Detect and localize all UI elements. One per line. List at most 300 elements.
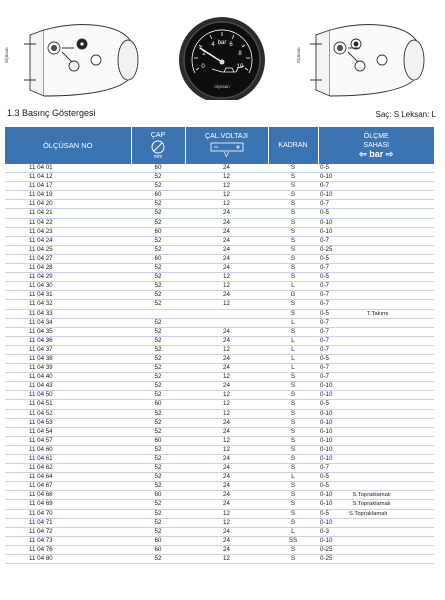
range-value: 0-7 [320, 300, 329, 308]
cap-cell: 52 [131, 518, 185, 527]
row-note: S.Topraklamalı [352, 501, 391, 508]
col-header-cap: ÇAP mm [131, 127, 185, 164]
table-row [5, 545, 434, 554]
cap-cell: 52 [131, 455, 185, 464]
olcusan-no-cell: 11 04 01 [5, 164, 131, 173]
range-cell [318, 318, 434, 327]
kadran-cell: S [268, 191, 318, 200]
table-row [5, 500, 434, 509]
range-value: 0-7 [320, 318, 329, 326]
olcusan-no-cell: 11 04 76 [5, 545, 131, 554]
olcusan-no-cell: 11 04 68 [5, 491, 131, 500]
voltage-cell: 24 [185, 218, 268, 227]
table-row [5, 254, 434, 263]
table-row [5, 373, 434, 382]
table-row [5, 273, 434, 282]
olcusan-no-cell: 11 04 20 [5, 200, 131, 209]
cap-cell: 52 [131, 354, 185, 363]
table-row [5, 473, 434, 482]
cap-cell: 60 [131, 400, 185, 409]
olcusan-no-cell: 11 04 71 [5, 518, 131, 527]
voltage-cell: 12 [185, 518, 268, 527]
range-cell [318, 336, 434, 345]
cap-cell: 60 [131, 436, 185, 445]
voltage-cell: 12 [185, 555, 268, 564]
range-cell [318, 254, 434, 263]
table-row [5, 200, 434, 209]
olcusan-no-cell: 11 04 36 [5, 336, 131, 345]
olcusan-no-cell: 11 04 67 [5, 482, 131, 491]
voltage-cell: 12 [185, 373, 268, 382]
table-row [5, 218, 434, 227]
cap-cell: 52 [131, 209, 185, 218]
voltage-cell: 24 [185, 545, 268, 554]
kadran-cell: S [268, 327, 318, 336]
voltage-cell: 12 [185, 509, 268, 518]
gauge-scale-0: 0 [201, 64, 205, 70]
kadran-cell: S [268, 545, 318, 554]
voltage-cell [185, 309, 268, 318]
range-cell [318, 536, 434, 545]
olcusan-no-cell: 11 04 33 [5, 309, 131, 318]
range-cell [318, 491, 434, 500]
table-row [5, 445, 434, 454]
kadran-cell: S [268, 555, 318, 564]
cap-cell: 60 [131, 191, 185, 200]
olcusan-no-cell: 11 04 24 [5, 236, 131, 245]
voltage-cell: 24 [185, 364, 268, 373]
table-row [5, 482, 434, 491]
cap-cell: 52 [131, 364, 185, 373]
range-value: 0-5 [320, 482, 329, 490]
range-value: 0-5 [320, 509, 329, 517]
olcusan-no-cell: 11 04 64 [5, 473, 131, 482]
range-value: 0-5 [320, 354, 329, 362]
olcusan-no-cell: 11 04 70 [5, 509, 131, 518]
olcusan-no-cell: 11 04 52 [5, 409, 131, 418]
range-value: 0-10 [320, 227, 333, 235]
range-cell [318, 300, 434, 309]
cap-cell: 60 [131, 536, 185, 545]
range-value: 0-10 [320, 436, 333, 444]
table-row [5, 427, 434, 436]
gauge-side-view-right [310, 25, 424, 96]
voltage-cell: 24 [185, 327, 268, 336]
olcusan-no-cell: 11 04 38 [5, 354, 131, 363]
cap-cell: 52 [131, 291, 185, 300]
range-cell [318, 182, 434, 191]
gauge-scale-8: 8 [238, 51, 242, 57]
kadran-cell: S [268, 491, 318, 500]
table-header-row [5, 127, 434, 164]
range-value: 0-10 [320, 536, 333, 544]
cap-cell: 52 [131, 318, 185, 327]
olcusan-no-cell: 11 04 50 [5, 391, 131, 400]
range-value: 0-7 [320, 200, 329, 208]
olcusan-no-cell: 11 04 29 [5, 273, 131, 282]
cap-cell: 52 [131, 300, 185, 309]
range-value: 0-10 [320, 409, 333, 417]
range-value: 0-7 [320, 236, 329, 244]
range-value: 0-25 [320, 555, 333, 563]
table-row [5, 309, 434, 318]
voltage-cell: 24 [185, 245, 268, 254]
range-value: 0-3 [320, 527, 329, 535]
kadran-cell: S [268, 245, 318, 254]
voltage-cell: 24 [185, 427, 268, 436]
table-row [5, 418, 434, 427]
kadran-cell: S [268, 427, 318, 436]
cap-cell: 52 [131, 200, 185, 209]
olcusan-no-cell: 11 04 12 [5, 173, 131, 182]
table-row [5, 555, 434, 564]
range-value: 0-7 [320, 364, 329, 372]
voltage-cell: 24 [185, 500, 268, 509]
kadran-cell: S [268, 409, 318, 418]
range-value: 0-10 [320, 455, 333, 462]
kadran-cell: S [268, 209, 318, 218]
olcusan-no-cell: 11 04 51 [5, 400, 131, 409]
voltage-cell: 12 [185, 173, 268, 182]
kadran-cell: S [268, 309, 318, 318]
range-cell [318, 391, 434, 400]
kadran-cell: S [268, 218, 318, 227]
table-row [5, 464, 434, 473]
olcusan-no-cell: 11 04 35 [5, 327, 131, 336]
kadran-cell: L [268, 473, 318, 482]
table-body [5, 164, 434, 564]
kadran-cell: L [268, 282, 318, 291]
range-value: 0-7 [320, 282, 329, 290]
table-row [5, 345, 434, 354]
range-cell [318, 236, 434, 245]
olcusan-no-cell: 11 04 37 [5, 345, 131, 354]
gauge-scale-2: 2 [202, 51, 206, 57]
cap-cell: 60 [131, 491, 185, 500]
kadran-cell: S [268, 373, 318, 382]
col-header-olcme-sahasi: ÖLÇME SAHASI ⇦ bar ⇨ [318, 127, 434, 164]
range-cell [318, 264, 434, 273]
kadran-cell: S [268, 264, 318, 273]
olcusan-no-cell: 11 04 40 [5, 373, 131, 382]
table-row [5, 209, 434, 218]
range-cell [318, 291, 434, 300]
voltage-cell: 24 [185, 473, 268, 482]
olcusan-no-cell: 11 04 62 [5, 464, 131, 473]
arrow-left-icon: ⇦ [359, 149, 367, 159]
voltage-cell: 24 [185, 536, 268, 545]
kadran-cell: S [268, 482, 318, 491]
kadran-cell: L [268, 318, 318, 327]
kadran-cell: S [268, 518, 318, 527]
range-value: 0-7 [320, 327, 329, 335]
olcusan-no-cell: 11 04 61 [5, 455, 131, 464]
olcusan-no-cell: 11 04 31 [5, 291, 131, 300]
kadran-cell: S [268, 182, 318, 191]
table-row [5, 336, 434, 345]
olcusan-no-cell: 11 04 25 [5, 245, 131, 254]
range-value: 0-7 [320, 336, 329, 344]
voltage-cell: 12 [185, 391, 268, 400]
cap-cell: 52 [131, 527, 185, 536]
range-cell [318, 418, 434, 427]
range-value: 0-5 [320, 273, 329, 281]
range-cell [318, 482, 434, 491]
cap-cell: 52 [131, 336, 185, 345]
kadran-cell: S [268, 509, 318, 518]
arrow-right-icon: ⇨ [385, 149, 394, 159]
voltage-cell: 24 [185, 464, 268, 473]
cap-cell: 60 [131, 227, 185, 236]
cap-cell: 52 [131, 482, 185, 491]
side-label-right: ölçüsan [296, 47, 301, 63]
range-value: 0-5 [320, 254, 329, 262]
range-cell [318, 382, 434, 391]
range-value: 0-10 [320, 445, 333, 453]
range-value: 0-5 [320, 309, 329, 317]
kadran-cell: L [268, 364, 318, 373]
col-header-olcusan-no: ÖLÇÜSAN NO [5, 127, 131, 164]
gauge-scale-4: 4 [211, 42, 215, 48]
range-cell [318, 500, 434, 509]
row-note: S.Topraklamalı [348, 510, 388, 517]
table-row [5, 391, 434, 400]
range-cell [318, 327, 434, 336]
range-cell [318, 409, 434, 418]
kadran-cell: SS [268, 536, 318, 545]
table-row [5, 455, 434, 464]
range-value: 0-10 [320, 218, 333, 226]
voltage-cell: 12 [185, 282, 268, 291]
voltage-cell: 24 [185, 382, 268, 391]
olcusan-no-cell: 11 04 28 [5, 264, 131, 273]
kadran-cell: L [268, 345, 318, 354]
kadran-cell: S [268, 236, 318, 245]
range-value: 0-5 [320, 473, 329, 481]
range-value: 0-7 [320, 291, 329, 299]
voltage-cell: 12 [185, 445, 268, 454]
table-row [5, 536, 434, 545]
range-value: 0-10 [320, 382, 333, 390]
range-value: 0-7 [320, 373, 329, 381]
olcusan-no-cell: 11 04 30 [5, 282, 131, 291]
cap-cell: 52 [131, 464, 185, 473]
gauge-side-view-left [24, 25, 138, 96]
kadran-cell: S [268, 164, 318, 173]
voltage-cell: 24 [185, 209, 268, 218]
cap-cell: 52 [131, 509, 185, 518]
kadran-cell: S [268, 418, 318, 427]
cap-cell: 52 [131, 382, 185, 391]
voltage-cell: 24 [185, 254, 268, 263]
cap-cell: 52 [131, 427, 185, 436]
range-value: 0-25 [320, 245, 333, 253]
olcusan-no-cell: 11 04 72 [5, 527, 131, 536]
olcusan-no-cell: 11 04 19 [5, 191, 131, 200]
kadran-cell: L [268, 527, 318, 536]
range-cell [318, 400, 434, 409]
kadran-cell: S [268, 436, 318, 445]
product-figures [0, 0, 445, 100]
range-cell [318, 545, 434, 554]
kadran-cell: S [268, 173, 318, 182]
olcusan-no-cell: 11 04 43 [5, 382, 131, 391]
range-cell [318, 473, 434, 482]
battery-icon [210, 142, 244, 152]
olcusan-no-cell: 11 04 22 [5, 218, 131, 227]
voltage-cell: 12 [185, 345, 268, 354]
voltage-cell: 24 [185, 291, 268, 300]
table-row [5, 264, 434, 273]
range-value: 0-5 [320, 400, 329, 408]
olcusan-no-cell: 11 04 54 [5, 427, 131, 436]
range-value: 0-10 [320, 418, 333, 426]
cap-cell: 52 [131, 373, 185, 382]
range-cell [318, 345, 434, 354]
range-cell [318, 209, 434, 218]
range-value: 0-25 [320, 545, 333, 553]
voltage-cell: 24 [185, 354, 268, 363]
olcusan-no-cell: 11 04 53 [5, 418, 131, 427]
table-row [5, 364, 434, 373]
table-row [5, 436, 434, 445]
section-title: 1.3 Basınç Göstergesi [7, 108, 96, 118]
gauge-front-view [179, 17, 265, 100]
range-cell [318, 527, 434, 536]
cap-cell: 52 [131, 473, 185, 482]
range-value: 0-10 [320, 491, 333, 499]
kadran-cell: L [268, 354, 318, 363]
range-cell [318, 354, 434, 363]
range-cell [318, 464, 434, 473]
range-cell [318, 200, 434, 209]
range-cell [318, 273, 434, 282]
olcusan-no-cell: 11 04 27 [5, 254, 131, 263]
range-value: 0-7 [320, 464, 329, 472]
range-value: 0-10 [320, 500, 333, 508]
range-cell [318, 191, 434, 200]
range-cell [318, 164, 434, 173]
table-row [5, 400, 434, 409]
olcusan-no-cell: 11 04 60 [5, 445, 131, 454]
cap-cell: 52 [131, 273, 185, 282]
table-row [5, 164, 434, 173]
olcusan-no-cell: 11 04 34 [5, 318, 131, 327]
voltage-cell: 12 [185, 436, 268, 445]
voltage-cell: 24 [185, 418, 268, 427]
range-cell [318, 309, 434, 318]
kadran-cell: L [268, 336, 318, 345]
voltage-cell: 12 [185, 300, 268, 309]
range-value: 0-7 [320, 345, 329, 353]
table-row [5, 227, 434, 236]
olcusan-no-cell: 11 04 73 [5, 536, 131, 545]
voltage-cell [185, 318, 268, 327]
voltage-cell: 24 [185, 236, 268, 245]
table-row [5, 509, 434, 518]
table-row [5, 409, 434, 418]
range-cell [318, 455, 434, 464]
voltage-cell: 12 [185, 409, 268, 418]
table-row [5, 182, 434, 191]
row-note: T.Takımı [366, 310, 389, 317]
kadran-cell: S [268, 455, 318, 464]
table-row [5, 527, 434, 536]
table-row [5, 173, 434, 182]
cap-cell: 52 [131, 418, 185, 427]
kadran-cell: S [268, 445, 318, 454]
range-value: 0-10 [320, 173, 333, 181]
cap-cell: 52 [131, 218, 185, 227]
olcusan-no-cell: 11 04 21 [5, 209, 131, 218]
gauge-unit-label: bar [217, 40, 227, 46]
cap-cell: 52 [131, 264, 185, 273]
product-table [5, 127, 434, 564]
col-header-cal-voltaji: ÇAL.VOLTAJI V [185, 127, 268, 164]
kadran-cell: S [268, 254, 318, 263]
range-value: 0-5 [320, 164, 329, 171]
table-row [5, 300, 434, 309]
table-row [5, 291, 434, 300]
voltage-cell: 24 [185, 482, 268, 491]
olcusan-no-cell: 11 04 80 [5, 555, 131, 564]
range-value: 0-10 [320, 391, 333, 399]
diameter-icon [151, 140, 165, 154]
range-cell [318, 218, 434, 227]
cap-cell: 60 [131, 545, 185, 554]
side-label-left: ölçüsan [4, 47, 9, 63]
cap-cell: 52 [131, 345, 185, 354]
range-value: 0-7 [320, 264, 329, 272]
table-row [5, 191, 434, 200]
voltage-cell: 24 [185, 264, 268, 273]
table-row [5, 282, 434, 291]
gauge-brand: ölçüsan [214, 84, 230, 89]
range-value: 0-10 [320, 518, 333, 526]
cap-cell: 60 [131, 164, 185, 173]
dial-material-legend: Saç: S Leksan: L [375, 110, 436, 119]
range-cell [318, 245, 434, 254]
gauge-scale-6: 6 [229, 42, 233, 48]
table-row [5, 318, 434, 327]
cap-cell: 52 [131, 409, 185, 418]
voltage-cell: 12 [185, 273, 268, 282]
voltage-cell: 12 [185, 200, 268, 209]
kadran-cell: S [268, 382, 318, 391]
range-cell [318, 364, 434, 373]
cap-cell: 52 [131, 173, 185, 182]
gauge-scale-10: 10 [236, 64, 244, 70]
cap-cell: 52 [131, 182, 185, 191]
cap-cell: 52 [131, 236, 185, 245]
row-note: S.Topraklamalı [352, 492, 391, 499]
voltage-cell: 24 [185, 455, 268, 464]
col-header-kadran: KADRAN [268, 127, 318, 164]
cap-cell: 52 [131, 445, 185, 454]
voltage-cell: 24 [185, 164, 268, 173]
range-cell [318, 173, 434, 182]
olcusan-no-cell: 11 04 23 [5, 227, 131, 236]
table-row [5, 382, 434, 391]
voltage-cell: 24 [185, 527, 268, 536]
olcusan-no-cell: 11 04 57 [5, 436, 131, 445]
range-value: 0-10 [320, 427, 333, 435]
range-value: 0-10 [320, 191, 333, 199]
cap-cell: 52 [131, 500, 185, 509]
kadran-cell: S [268, 500, 318, 509]
kadran-cell: S [268, 300, 318, 309]
voltage-cell: 12 [185, 400, 268, 409]
